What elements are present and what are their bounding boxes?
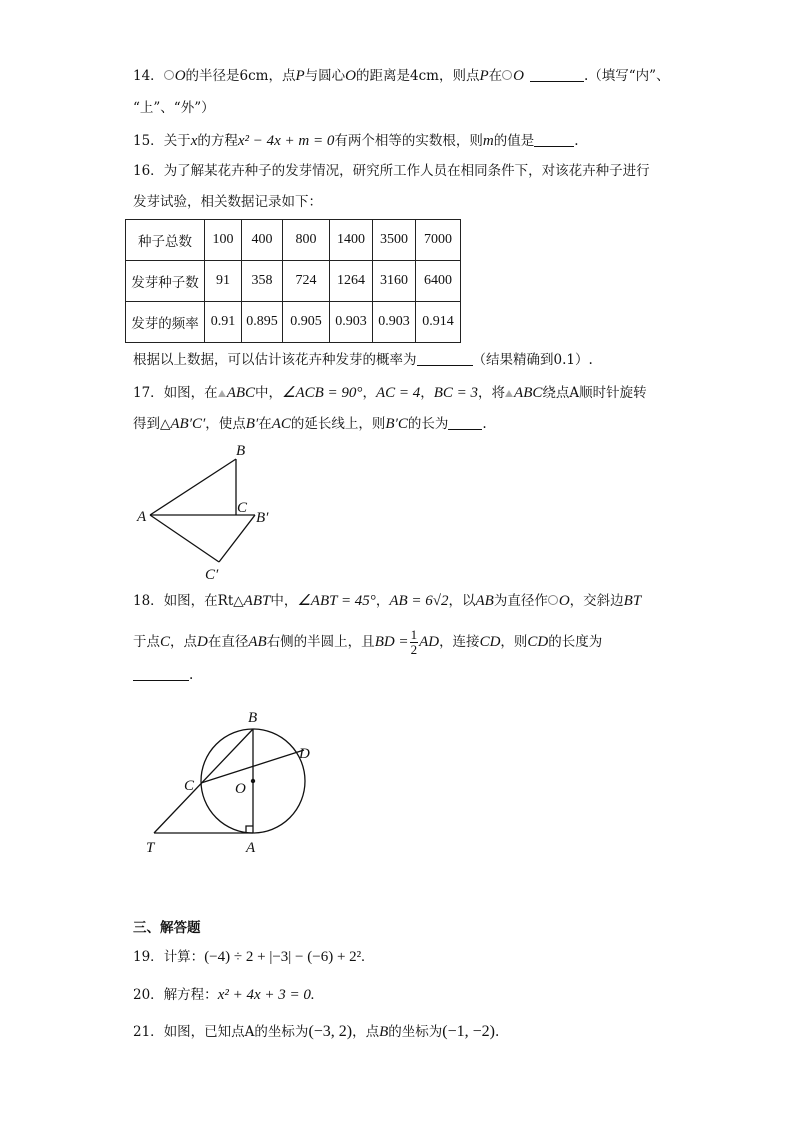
- label-c-prime: C′: [205, 567, 219, 583]
- question-14-line-2: “上”、“外”）: [133, 100, 215, 116]
- triangle-symbol-icon: [218, 390, 226, 397]
- question-18-line-2: 于点C，点D在直径AB右侧的半圆上，且BD = $\frac{1}{2}$ AD，连接CD，则CD的长度为: [133, 627, 603, 657]
- fraction-one-half: $\frac{1}{2}$: [410, 627, 418, 657]
- figure-17-rotation: [125, 438, 285, 588]
- figure-18-circle: [140, 705, 340, 860]
- table-row: 种子总数 100 400 800 1400 3500 7000: [126, 220, 461, 261]
- answer-blank[interactable]: [534, 132, 574, 147]
- answer-blank[interactable]: [417, 351, 473, 366]
- expression: (−4) ÷ 2 + |−3| − (−6) + 2².: [204, 949, 365, 965]
- answer-blank[interactable]: [530, 67, 584, 82]
- answer-blank[interactable]: [133, 666, 189, 681]
- question-16-line-1: 16．为了解某花卉种子的发芽情况，研究所工作人员在相同条件下，对该花卉种子进行: [133, 163, 650, 179]
- circle-symbol-icon: [502, 70, 512, 80]
- label-b: B: [248, 710, 258, 726]
- label-t: T: [146, 840, 155, 856]
- answer-blank[interactable]: [448, 415, 482, 430]
- label-o: O: [235, 781, 246, 797]
- circle-symbol-icon: [164, 70, 174, 80]
- question-19: 19．计算：(−4) ÷ 2 + |−3| − (−6) + 2².: [133, 949, 365, 965]
- triangle-symbol-icon: [505, 390, 513, 397]
- question-21: 21．如图，已知点A的坐标为(−3, 2)，点B的坐标为(−1, −2).: [133, 1023, 500, 1040]
- question-16-line-2: 发芽试验，相关数据记录如下：: [133, 194, 322, 210]
- label-a: A: [246, 840, 256, 856]
- question-16-after-table: 根据以上数据，可以估计该花卉种发芽的概率为 （结果精确到0.1）.: [133, 352, 593, 368]
- question-20: 20．解方程：x² + 4x + 3 = 0.: [133, 987, 315, 1003]
- label-c: C: [184, 778, 195, 794]
- table-row: 发芽种子数 91 358 724 1264 3160 6400: [126, 261, 461, 302]
- question-14-line-1: 14． O的半径是6cm，点P与圆心O的距离是4cm，则点P在 O .（填写“内”、: [133, 68, 670, 84]
- question-18-line-1: 18．如图，在Rt△ABT中，∠ABT = 45°，AB = 6√2，以AB为直径作 O，交斜边BT: [133, 593, 642, 609]
- question-15: 15．关于x的方程x² − 4x + m = 0有两个相等的实数根，则m的值是 .: [133, 133, 579, 149]
- label-d: D: [299, 746, 310, 762]
- equation: x² + 4x + 3 = 0.: [217, 987, 315, 1003]
- table-row: 发芽的频率 0.91 0.895 0.905 0.903 0.903 0.914: [126, 302, 461, 343]
- question-17-line-1: 17．如图，在 ABC中，∠ACB = 90°，AC = 4，BC = 3，将 ABC绕点A顺时针旋转: [133, 385, 647, 401]
- circle-symbol-icon: [548, 595, 558, 605]
- germination-table: [125, 219, 461, 343]
- label-c: C: [237, 500, 248, 516]
- label-a: A: [137, 509, 147, 525]
- question-18-line-3: .: [133, 665, 193, 685]
- label-b-prime: B′: [256, 510, 269, 526]
- label-b: B: [236, 443, 246, 459]
- section-heading: 三、解答题: [133, 920, 201, 936]
- question-17-line-2: 得到△AB′C′，使点B′在AC的延长线上，则B′C的长为 .: [133, 416, 487, 432]
